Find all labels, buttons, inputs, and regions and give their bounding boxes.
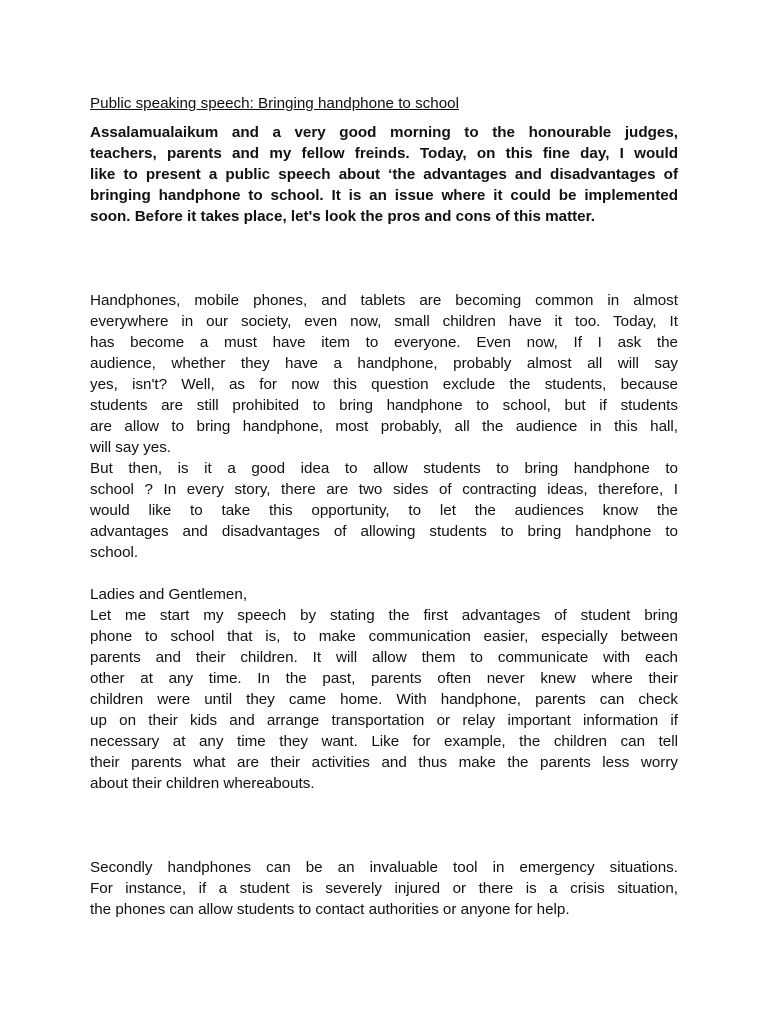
text-line: teachers, parents and my fellow freinds. Today, on this fine day, I would — [90, 145, 678, 162]
paragraph-handphones — [90, 290, 678, 458]
text-line: students are still prohibited to bring handphone to school, but if students — [90, 397, 678, 414]
text-line: would like to take this opportunity, to let the audiences know the — [90, 502, 678, 519]
text-line: Ladies and Gentlemen, — [90, 586, 248, 603]
document-page — [90, 93, 678, 920]
text-line: Let me start my speech by stating the first advantages of student bring — [90, 607, 678, 624]
text-line: Assalamualaikum and a very good morning to the honourable judges, — [90, 124, 678, 141]
text-line: audience, whether they have a handphone, probably almost all will say — [90, 355, 678, 372]
text-line: But then, is it a good idea to allow students to bring handphone to — [90, 460, 678, 477]
text-line: like to present a public speech about ‘the advantages and disadvantages of — [90, 166, 678, 183]
paragraph-second-advantage — [90, 857, 678, 920]
text-line: school. — [90, 544, 139, 561]
paragraph-salutation — [90, 584, 678, 605]
paragraph-but-then — [90, 458, 678, 563]
text-line: necessary at any time they want. Like for example, the children can tell — [90, 733, 678, 750]
text-line: about their children whereabouts. — [90, 775, 315, 792]
text-line: Secondly handphones can be an invaluable tool in emergency situations. — [90, 859, 678, 876]
text-line: parents and their children. It will allow them to communicate with each — [90, 649, 678, 666]
text-line: For instance, if a student is severely injured or there is a crisis situation, — [90, 880, 678, 897]
text-line: yes, isn't? Well, as for now this question exclude the students, because — [90, 376, 678, 393]
text-line: up on their kids and arrange transportation or relay important information if — [90, 712, 678, 729]
text-line: children were until they came home. With handphone, parents can check — [90, 691, 678, 708]
text-line: school ? In every story, there are two sides of contracting ideas, therefore, I — [90, 481, 678, 498]
text-line: Handphones, mobile phones, and tablets are becoming common in almost — [90, 292, 678, 309]
text-line: soon. Before it takes place, let's look the pros and cons of this matter. — [90, 208, 595, 225]
text-line: has become a must have item to everyone. Even now, If I ask the — [90, 334, 678, 351]
text-line: will say yes. — [90, 439, 172, 456]
text-line: the phones can allow students to contact authorities or anyone for help. — [90, 901, 570, 918]
text-line: everywhere in our society, even now, small children have it too. Today, It — [90, 313, 678, 330]
text-line: phone to school that is, to make communication easier, especially between — [90, 628, 678, 645]
text-line: advantages and disadvantages of allowing students to bring handphone to — [90, 523, 678, 540]
text-line: their parents what are their activities and thus make the parents less worry — [90, 754, 678, 771]
paragraph-first-advantage — [90, 605, 678, 794]
text-line: are allow to bring handphone, most probably, all the audience in this hall, — [90, 418, 678, 435]
text-line: bringing handphone to school. It is an issue where it could be implemented — [90, 187, 678, 204]
document-title: Public speaking speech: Bringing handphone to school — [90, 95, 459, 112]
paragraph-greeting — [90, 122, 678, 227]
text-line: other at any time. In the past, parents often never knew where their — [90, 670, 678, 687]
